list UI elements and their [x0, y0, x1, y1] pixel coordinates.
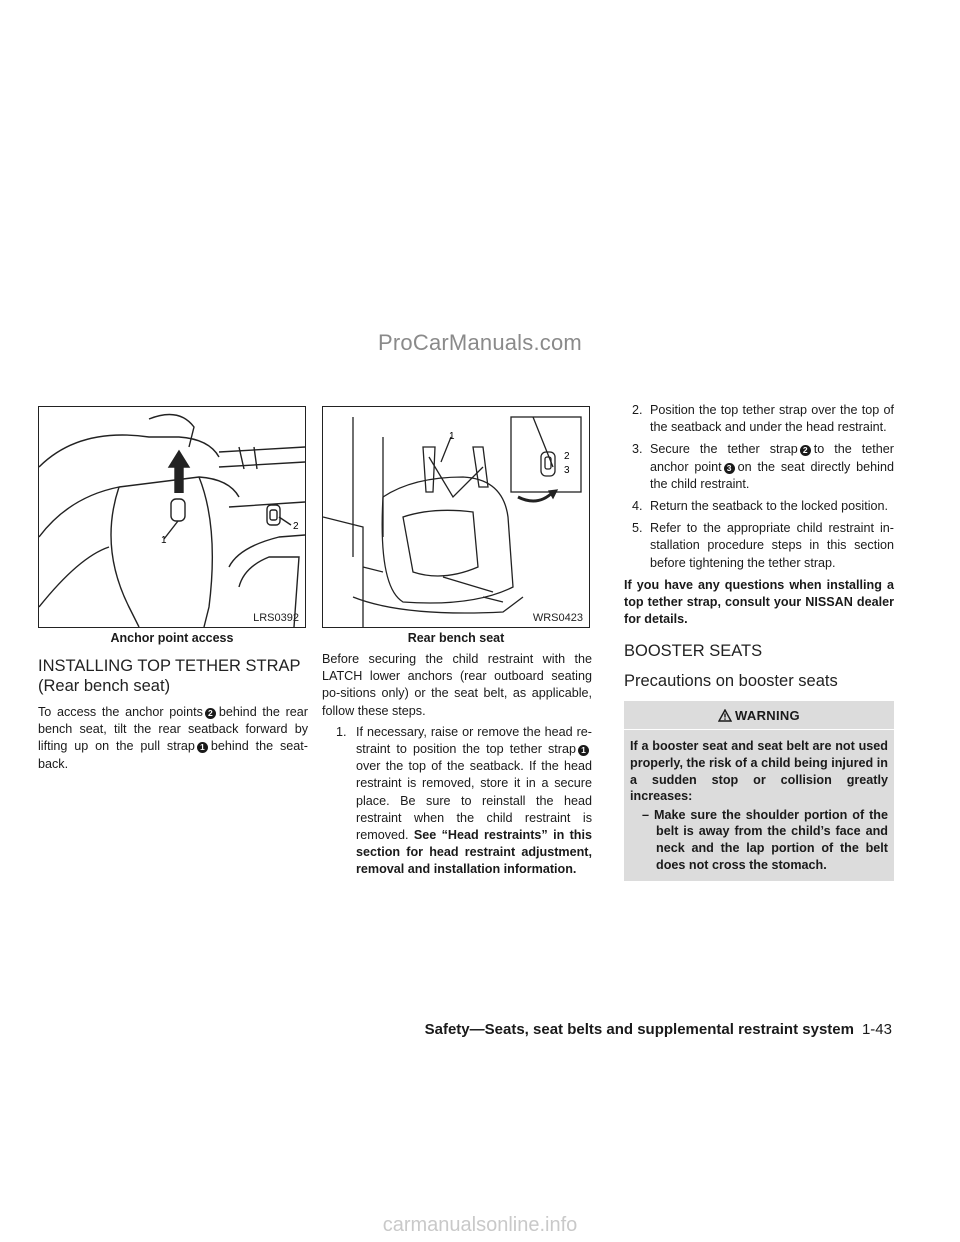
section-subheading: Precautions on booster seats	[624, 672, 838, 691]
step-text: Secure the tether strap	[650, 442, 798, 457]
marker-1-icon: 1	[578, 745, 589, 756]
warning-box	[624, 701, 894, 881]
figure-anchor-point-access	[38, 406, 306, 628]
step-item	[624, 402, 894, 436]
step-item	[624, 441, 894, 493]
marker-2-icon: 2	[205, 708, 216, 719]
step-text: to the tether anchor point	[650, 442, 894, 474]
callout-1: 1	[449, 431, 455, 442]
figure-code: WRS0423	[532, 612, 583, 624]
step-number: 1.	[336, 724, 347, 739]
intro-text-a: To access the anchor points	[38, 705, 203, 719]
intro-paragraph	[38, 704, 308, 773]
step-text: Refer to the appropriate child restraint in-stallation procedure steps in this section before tightening the tether strap.	[650, 521, 894, 570]
column-right	[624, 403, 894, 881]
page-footer	[425, 1021, 892, 1038]
callout-2: 2	[564, 451, 570, 462]
procedure-steps-continued	[624, 402, 894, 572]
callout-3: 3	[564, 465, 570, 476]
step-number: 3.	[632, 442, 643, 457]
marker-2-icon: 2	[800, 445, 811, 456]
warning-text: If a booster seat and seat belt are not used properly, the risk of a child being injured in a sudden stop or collision greatly increases:	[630, 739, 888, 804]
procedure-steps	[322, 724, 592, 879]
marker-1-icon: 1	[197, 742, 208, 753]
figure-rear-bench-seat	[322, 406, 590, 628]
step-number: 2.	[632, 403, 643, 417]
callout-2: 2	[293, 521, 299, 532]
marker-3-icon: 3	[724, 463, 735, 474]
step-number: 4.	[632, 499, 643, 514]
warning-body	[624, 730, 894, 873]
callout-1: 1	[161, 535, 167, 546]
warning-header	[624, 701, 894, 730]
section-subheading: (Rear bench seat)	[38, 677, 171, 695]
column-middle	[322, 406, 592, 884]
figure-caption: Rear bench seat	[407, 631, 505, 645]
column-left	[38, 406, 308, 773]
step-text: Return the seatback to the locked position.	[650, 499, 889, 514]
section-heading: INSTALLING TOP TETHER STRAP	[38, 657, 301, 675]
intro-text-b: behind the rear bench seat, tilt the rear seatback forward by lifting up on the pull strap	[38, 705, 308, 754]
warning-triangle-icon	[718, 709, 732, 722]
step-text: Position the top tether strap over the top of the seatback and under the head restraint.	[650, 403, 894, 435]
section-heading: BOOSTER SEATS	[624, 642, 763, 661]
step-item	[624, 520, 894, 572]
page-number: 1-43	[861, 1021, 892, 1038]
procedure-intro: Before securing the child restraint with the LATCH lower anchors (rear outboard seating po-sitions only) or the seat belt, as applicable, follow these steps.	[322, 652, 592, 718]
rear-bench-illustration	[323, 407, 589, 627]
footer-section-title: Safety—Seats, seat belts and supplemental restraint system	[424, 1021, 854, 1038]
watermark-bottom: carmanualsonline.info	[382, 1214, 578, 1236]
figure-code: LRS0392	[253, 612, 299, 624]
step-text: over the top of the seatback. If the head restraint is removed, store it in a secure place. Be sure to reinstall the head restraint when the child restraint is removed.	[356, 759, 592, 843]
step-text: on the seat directly behind the child restraint.	[650, 459, 894, 491]
figure-caption: Anchor point access	[110, 631, 234, 645]
warning-item: – Make sure the shoulder portion of the belt is away from the child’s face and neck and the lap portion of the belt does not cross the stomach.	[642, 807, 888, 872]
watermark-top: ProCarManuals.com	[378, 330, 582, 355]
step-number: 5.	[632, 521, 643, 536]
cross-reference: See “Head restraints” in this section for head restraint adjustment, removal and installation information.	[356, 828, 592, 877]
warning-title: WARNING	[735, 708, 800, 724]
dealer-note: If you have any questions when installing a top tether strap, consult your NISSAN dealer for details.	[624, 577, 894, 627]
anchor-point-illustration	[39, 407, 305, 627]
step-item	[322, 724, 592, 879]
step-text: If necessary, raise or remove the head re-straint to position the top tether strap	[356, 724, 592, 757]
intro-text-c: behind the seat-back.	[38, 739, 308, 771]
step-item	[624, 498, 894, 515]
